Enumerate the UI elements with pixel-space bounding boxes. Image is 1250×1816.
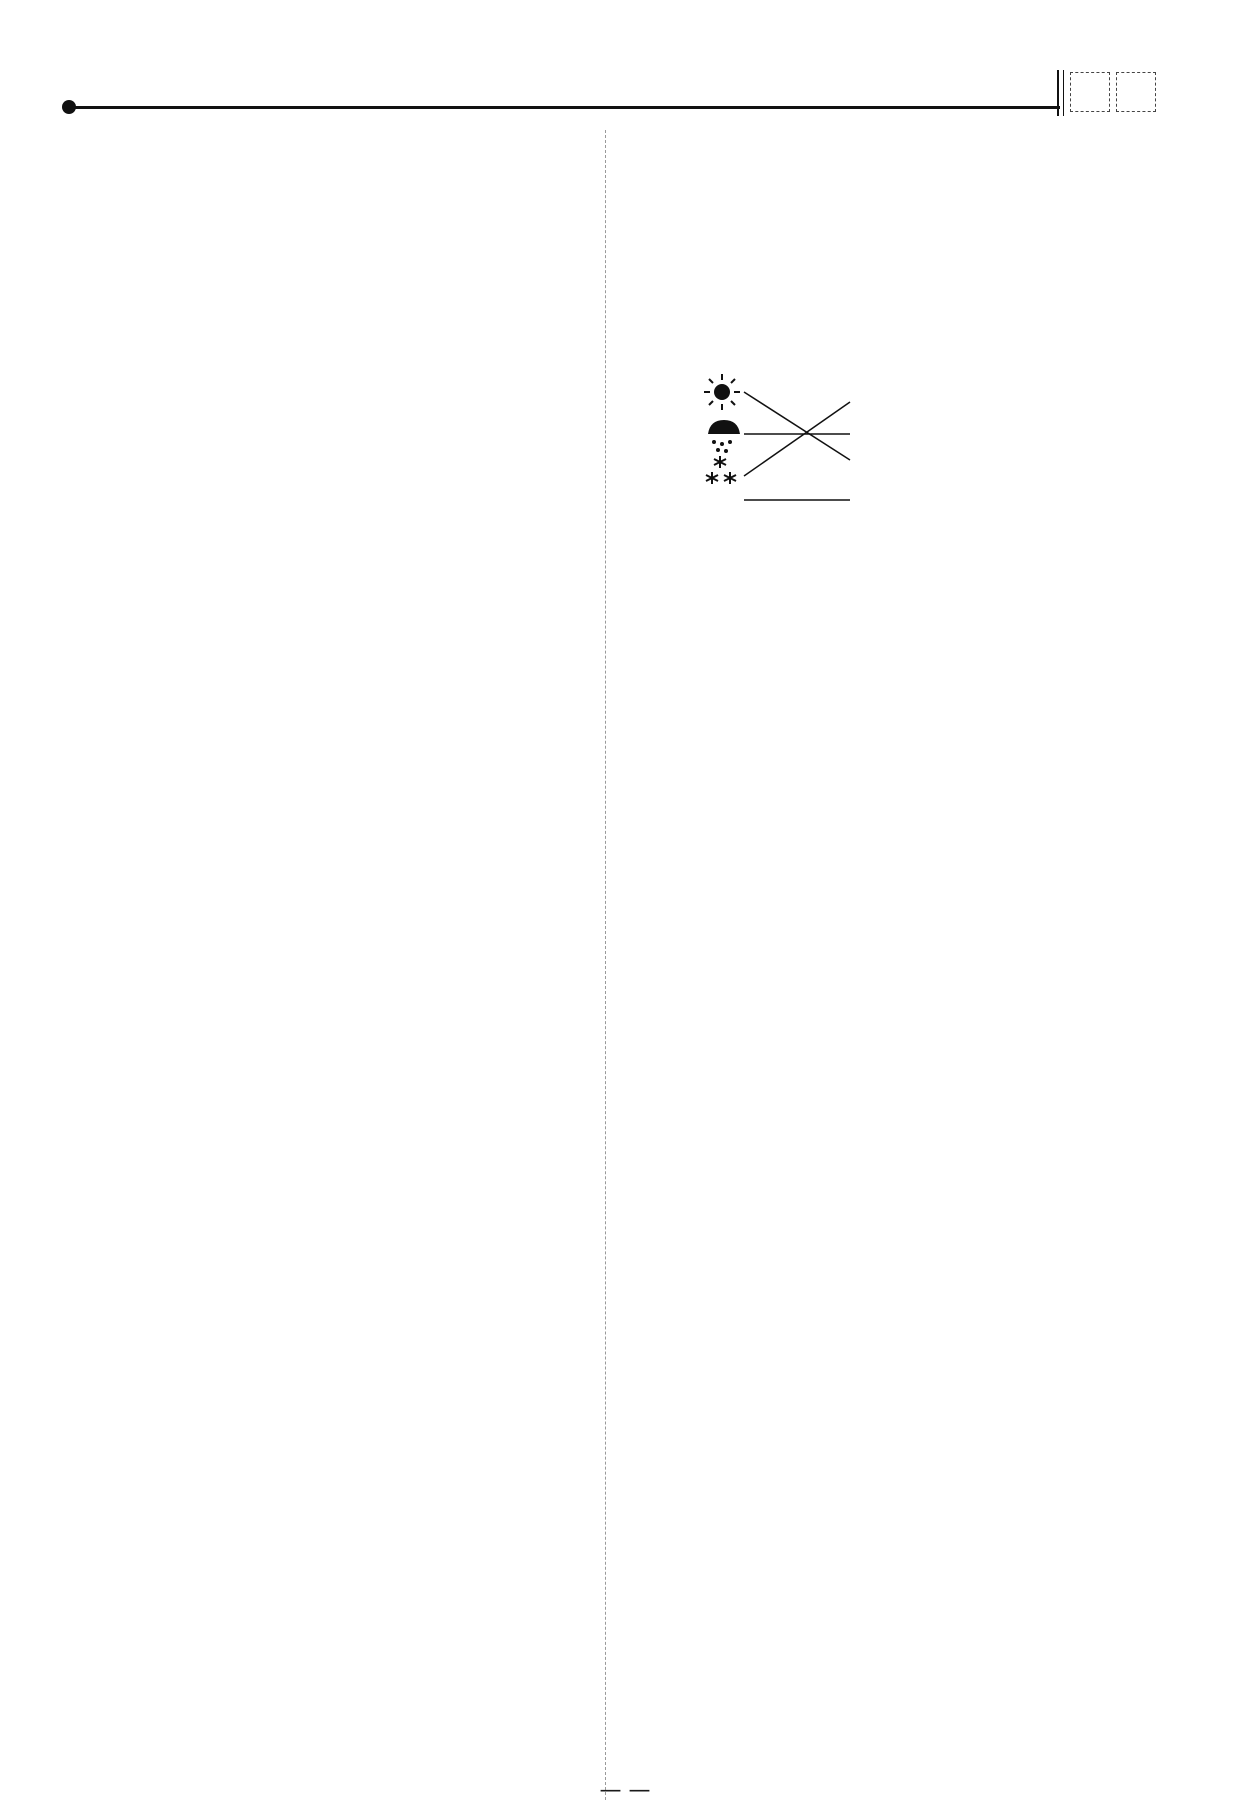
- rain-icon: [708, 420, 740, 453]
- subject-char: [1116, 72, 1156, 112]
- header-separator-thin: [1063, 70, 1065, 116]
- header-separator: [1057, 70, 1060, 116]
- subject-char: [1070, 72, 1110, 112]
- weather-matching-diagram: [700, 372, 1020, 522]
- sun-icon: [704, 374, 740, 410]
- page-number: — —: [599, 1778, 651, 1803]
- subject-label: [1070, 72, 1160, 114]
- snow-icon: [706, 456, 736, 484]
- header-rule: [70, 106, 1060, 109]
- column-divider: [605, 130, 606, 1800]
